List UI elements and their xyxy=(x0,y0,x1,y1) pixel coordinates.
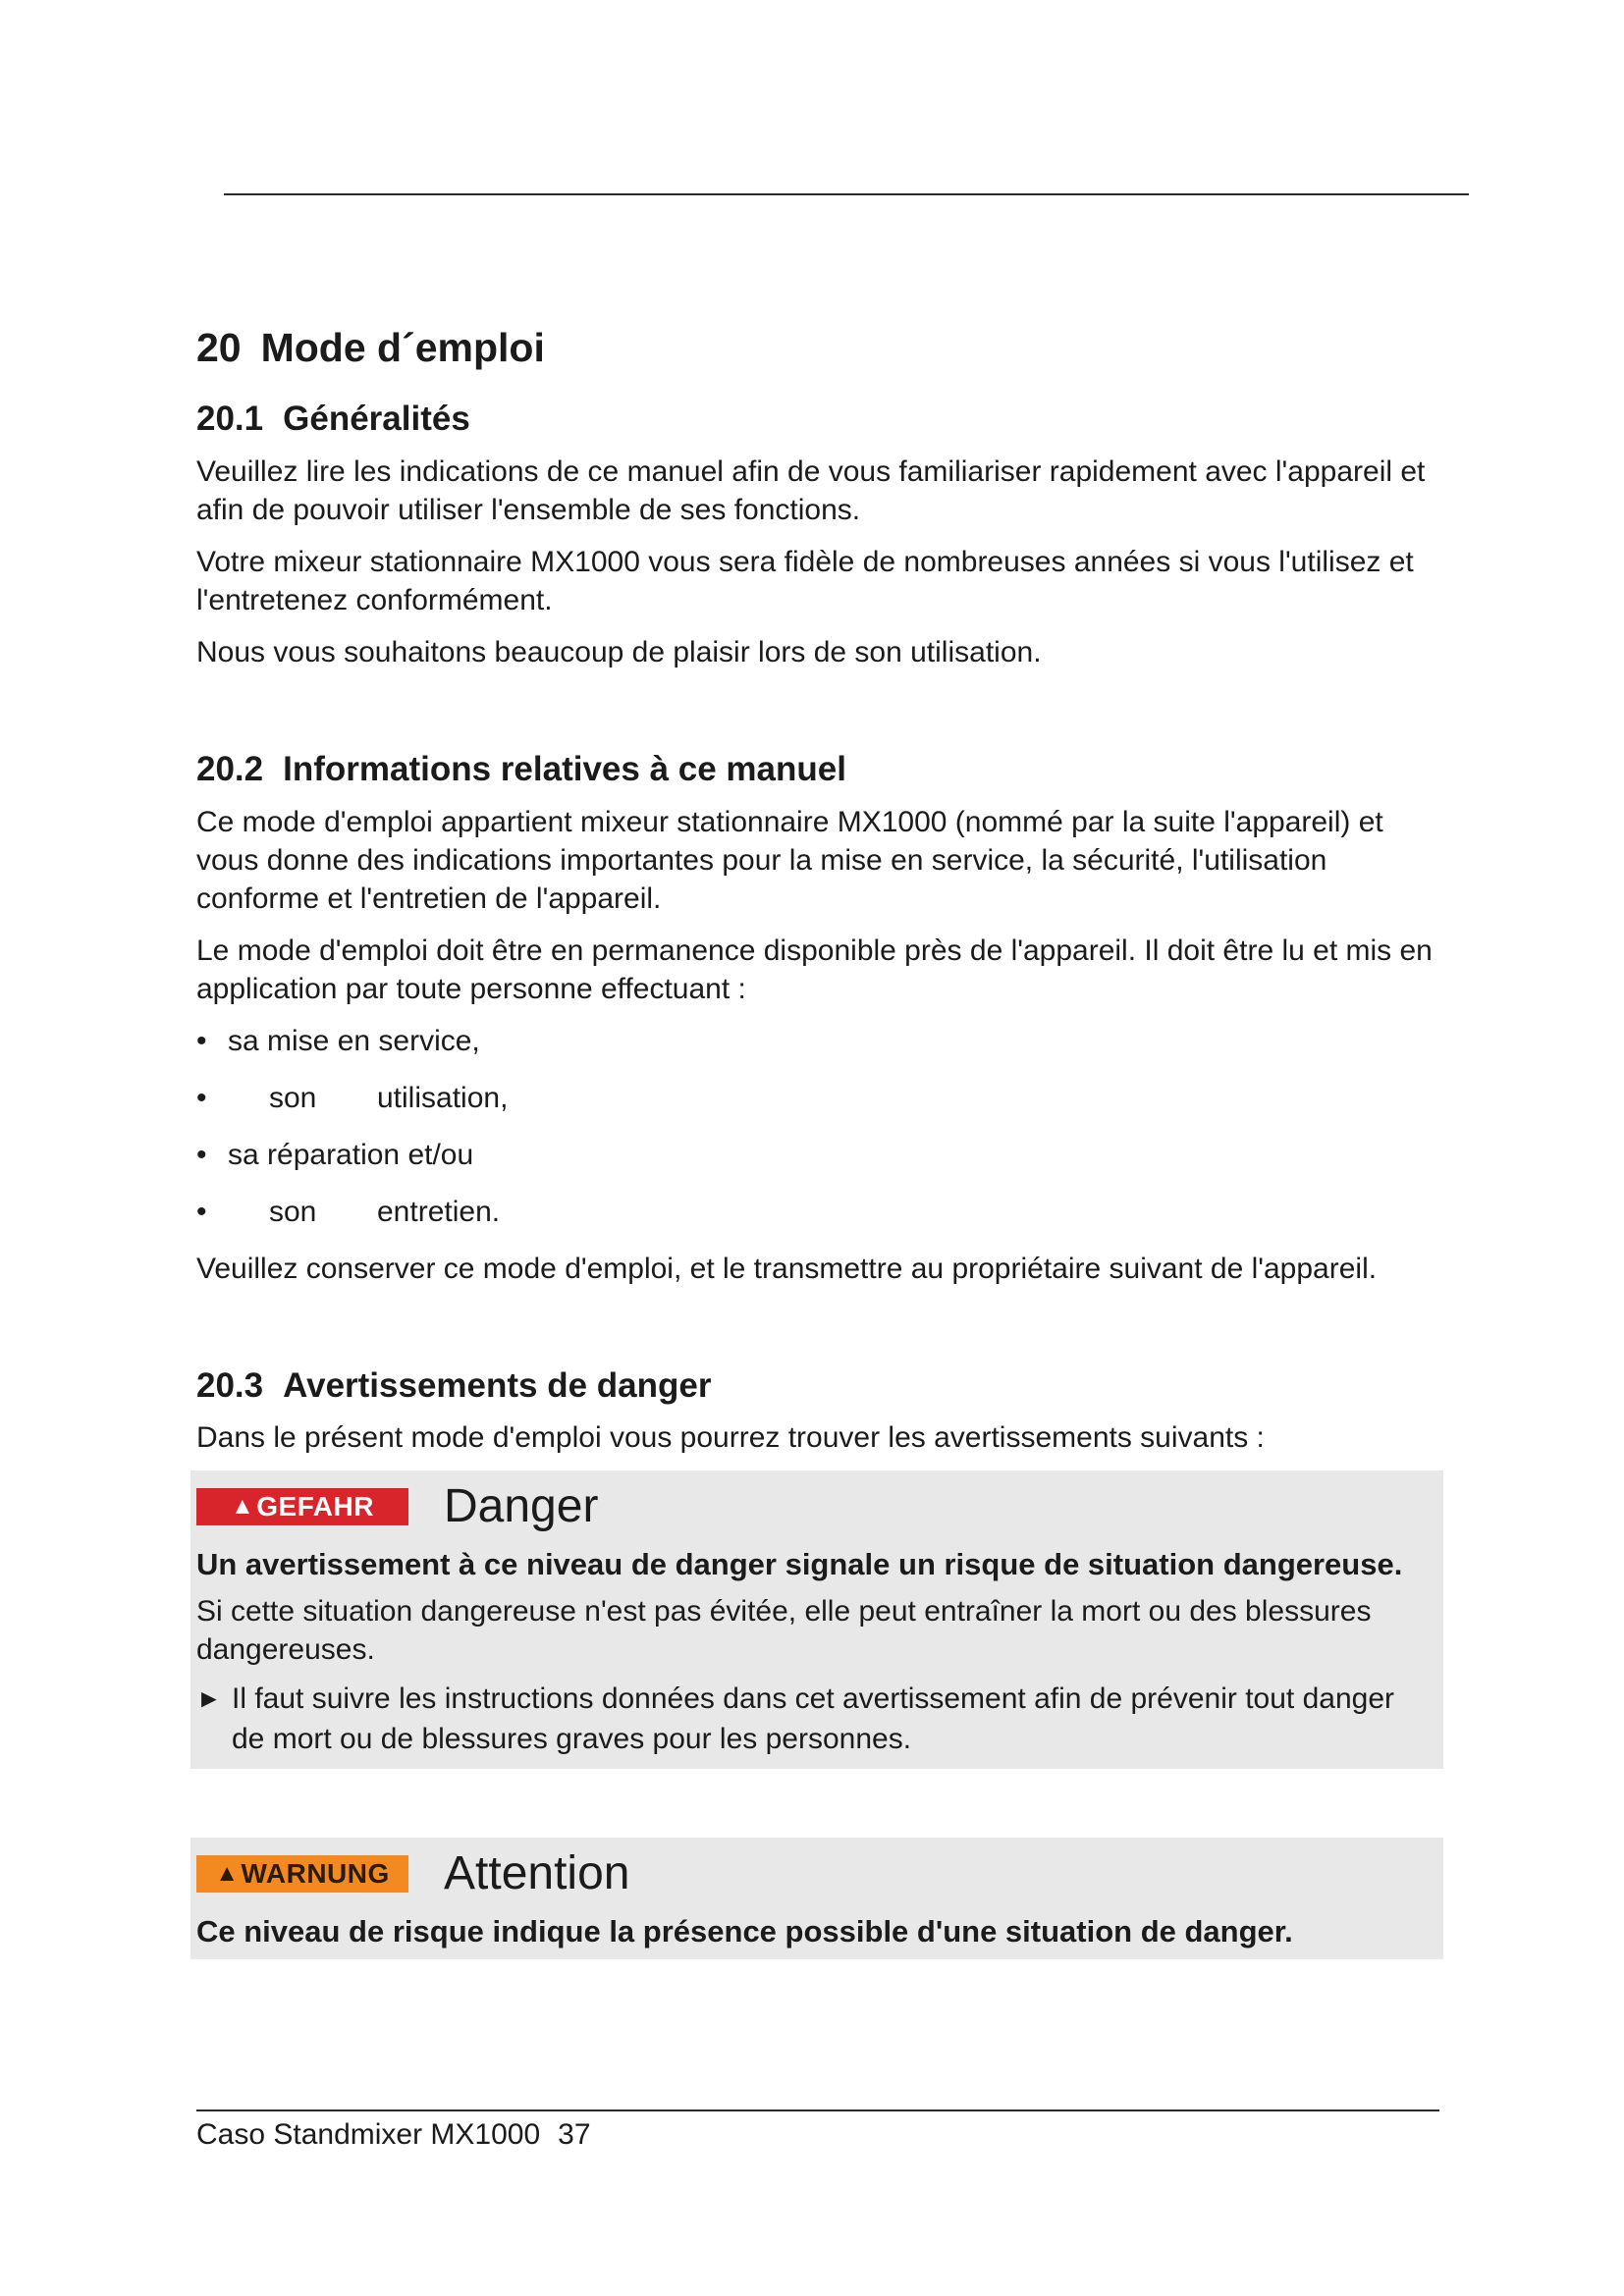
footer-rule xyxy=(196,2109,1439,2111)
section-generalites xyxy=(196,398,1443,671)
danger-instruction xyxy=(196,1679,1434,1769)
section-title: Informations relatives à ce manuel xyxy=(283,749,846,788)
paragraph: Votre mixeur stationnaire MX1000 vous sera fidèle de nombreuses années si vous l'utilisez et l'entretenez conformément. xyxy=(196,545,1414,616)
arrow-right-icon: ► xyxy=(196,1683,222,1714)
warning-triangle-icon: ▲ xyxy=(231,1493,255,1521)
spacer xyxy=(196,1302,1443,1364)
page-footer xyxy=(196,2118,591,2152)
badge-label: GEFAHR xyxy=(256,1491,374,1522)
badge-label: WARNUNG xyxy=(241,1858,390,1890)
gefahr-badge xyxy=(196,1488,408,1525)
warning-triangle-icon: ▲ xyxy=(215,1860,240,1888)
section-title: Avertissements de danger xyxy=(283,1365,712,1405)
danger-bold-text: Un avertissement à ce niveau de danger signale un risque de situation dangereuse. xyxy=(196,1547,1403,1582)
list-item-word: utilisation, xyxy=(377,1081,509,1114)
section-heading xyxy=(196,1364,1443,1408)
paragraph: Le mode d'emploi doit être en permanence disponible près de l'appareil. Il doit être lu et mis en application par toute personne effectuant : xyxy=(196,934,1433,1005)
attention-box xyxy=(190,1838,1443,1959)
header-rule xyxy=(224,193,1469,195)
spacer xyxy=(196,685,1443,748)
instruction-text: Il faut suivre les instructions données dans cet avertissement afin de prévenir tout danger de mort ou de blessures graves pour les personnes. xyxy=(232,1682,1394,1756)
list-item xyxy=(196,1193,1443,1231)
paragraph: Veuillez conserver ce mode d'emploi, et le transmettre au propriétaire suivant de l'appareil. xyxy=(196,1252,1378,1285)
page-content xyxy=(196,324,1443,1959)
list-item xyxy=(196,1079,1443,1117)
list-item-word: son xyxy=(269,1195,317,1228)
danger-box xyxy=(190,1470,1443,1769)
danger-text: Si cette situation dangereuse n'est pas évitée, elle peut entraîner la mort ou des blessures dangereuses. xyxy=(196,1595,1372,1667)
paragraph: Dans le présent mode d'emploi vous pourrez trouver les avertissements suivants : xyxy=(196,1421,1265,1455)
footer-product: Caso Standmixer MX1000 xyxy=(196,2118,541,2151)
attention-bold-text: Ce niveau de risque indique la présence possible d'une situation de danger. xyxy=(196,1914,1293,1949)
paragraph: Veuillez lire les indications de ce manuel afin de vous familiariser rapidement avec l'appareil et afin de pouvoir utiliser l'ensemble de ses fonctions. xyxy=(196,454,1426,526)
section-heading xyxy=(196,748,1443,791)
danger-title: Danger xyxy=(444,1480,599,1533)
section-informations xyxy=(196,748,1443,1288)
section-number: 20.2 xyxy=(196,749,264,788)
list-item-word: entretien. xyxy=(377,1195,501,1228)
spacer xyxy=(196,1769,1443,1838)
list-item-word: son xyxy=(269,1081,317,1114)
list-item: • sa réparation et/ou xyxy=(196,1136,1443,1174)
section-number: 20.1 xyxy=(196,400,264,439)
section-heading xyxy=(196,398,1443,441)
chapter-title-text: Mode d´emploi xyxy=(260,325,545,370)
section-number: 20.3 xyxy=(196,1365,264,1405)
page-number: 37 xyxy=(558,2118,591,2151)
danger-header xyxy=(196,1470,1434,1535)
paragraph: Ce mode d'emploi appartient mixeur stationnaire MX1000 (nommé par la suite l'appareil) et vous donne des indications importantes pour la mise en service, la sécurité, l'utilisation conforme et l'entretien de l'appareil. xyxy=(196,805,1383,915)
attention-title: Attention xyxy=(444,1847,630,1900)
chapter-number: 20 xyxy=(196,325,242,370)
attention-header xyxy=(196,1838,1434,1902)
section-avertissements xyxy=(196,1364,1443,1960)
paragraph: Nous vous souhaitons beaucoup de plaisir lors de son utilisation. xyxy=(196,635,1042,668)
warnung-badge xyxy=(196,1855,408,1893)
section-title: Généralités xyxy=(283,400,470,439)
chapter-title xyxy=(196,324,1443,372)
list-item: • sa mise en service, xyxy=(196,1022,1443,1060)
bullet-list xyxy=(196,1022,1443,1231)
